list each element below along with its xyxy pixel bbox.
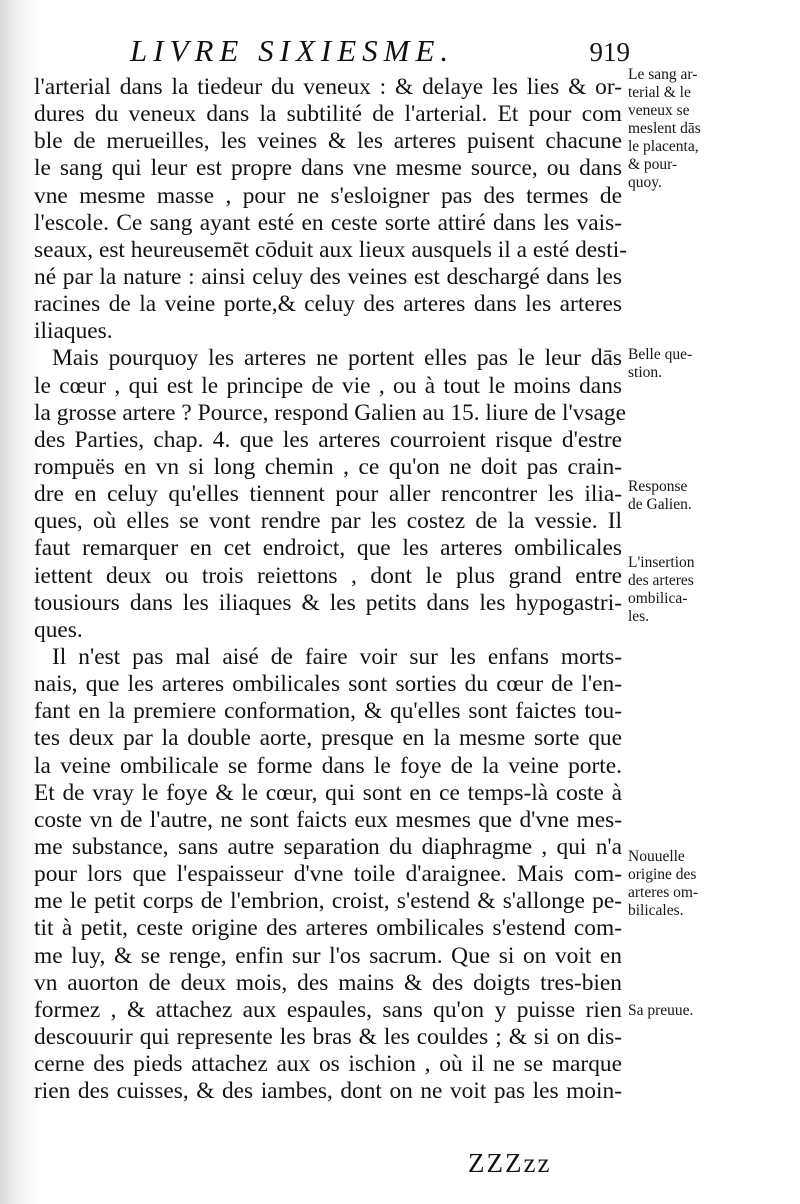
text-line: ques. [34,616,83,643]
margin-note-new-origin [628,848,800,920]
text-line: faut remarquer en cet endroict, que les arteres ombilicales [34,535,622,562]
text-line: Il n'est pas mal aisé de faire voir sur les enfans morts- [52,643,622,670]
text-line: me le petit corps de l'embrion, croist, s'estend & s'allonge pe- [34,888,622,915]
margin-note-line: Le sang ar- [628,66,698,83]
text-line: rien des cuisses, & des iambes, dont on ne voit pas les moin- [34,1078,622,1105]
text-line: iettent deux ou trois reiettons , dont le plus grand entre [34,562,622,589]
margin-note-line: Belle que- [628,346,693,363]
margin-note-line: bilicales. [628,902,684,919]
margin-note-line: L'insertion [628,554,695,571]
text-line: vn auorton de deux mois, des mains & des doigts tres-bien [34,969,622,996]
margin-note-line: les. [628,608,650,625]
text-line: ble de merueilles, les veines & les arteres puisent chacune [34,128,622,155]
margin-note-line: origine des [628,866,697,883]
text-line: vne mesme masse , pour ne s'esloigner pas des termes de [34,182,622,209]
margin-note-insertion [628,554,800,626]
text-line: le cœur , qui est le principe de vie , ou à tout le moins dans [34,372,622,399]
margin-note-galien [628,478,800,514]
margin-note-line: ombilica- [628,590,688,607]
text-line: tes deux par la double aorte, presque en la mesme sorte que [34,725,622,752]
margin-note-line: des arteres [628,572,694,589]
text-line: me substance, sans autre separation du diaphragme , qui n'a [34,833,622,860]
margin-note-line: quoy. [628,174,662,191]
margin-note-blood-mixing [628,66,800,192]
catchword-signature: ZZZzz [468,1148,552,1178]
text-line: le sang qui leur est propre dans vne mesme source, ou dans [34,155,622,182]
page-number: 919 [589,37,630,67]
body-text [34,74,628,1105]
text-line: descouurir qui represente les bras & les couldes ; & si on dis- [34,1023,622,1050]
margin-note-line: arteres om- [628,884,699,901]
margin-note-line: & pour- [628,156,678,173]
text-line: racines de la veine porte,& celuy des arteres dans les arteres [34,291,622,318]
margin-note-line: veneux se [628,102,690,119]
text-line: dures du veneux dans la subtilité de l'arterial. Et pour com [34,101,622,128]
text-line: seaux, est heureusemēt cōduit aux lieux ausquels il a esté desti- [34,236,628,263]
text-line: pour lors que l'espaisseur d'vne toile d'araignee. Mais com- [34,861,622,888]
margin-note-proof [628,1002,800,1020]
text-line: Et de vray le foye & le cœur, qui sont en ce temps-là coste à [34,779,622,806]
text-line: iliaques. [34,318,113,345]
margin-note-line: Nouuelle [628,848,685,865]
text-line: rompuës en vn si long chemin , ce qu'on ne doit pas crain- [34,453,622,480]
text-line: ques, où elles se vont rendre par les costez de la vessie. Il [34,508,622,535]
text-line: tousiours dans les iliaques & les petits dans les hypogastri- [34,589,622,616]
text-line: la grosse artere ? Pource, respond Galien au 15. liure de l'vsage [34,399,627,426]
margin-note-line: Sa preuue. [628,1002,694,1019]
running-head: LIVRE SIXIESME. [130,33,455,68]
text-line: formez , & attachez aux espaules, sans qu'on y puisse rien [34,996,622,1023]
text-line: tit à petit, ceste origine des arteres ombilicales s'estend com- [34,915,622,942]
text-line: la veine ombilicale se forme dans le foye de la veine porte. [34,752,622,779]
text-line: Mais pourquoy les arteres ne portent elles pas le leur dās [52,345,622,372]
margin-note-line: terial & le [628,84,691,101]
margin-note-line: de Galien. [628,496,692,513]
margin-note-question [628,346,800,382]
text-line: cerne des pieds attachez aux os ischion , où il ne se marque [34,1051,622,1078]
text-line: nais, que les arteres ombilicales sont sorties du cœur de l'en- [34,671,622,698]
page-header [130,34,630,70]
margin-note-line: stion. [628,364,663,381]
text-line: coste vn de l'autre, ne sont faicts eux mesmes que d'vne mes- [34,806,622,833]
margin-note-line: le placenta, [628,138,699,155]
text-line: me luy, & se renge, enfin sur l'os sacrum. Que si on voit en [34,942,622,969]
margin-note-line: meslent dās [628,120,701,137]
text-line: dre en celuy qu'elles tiennent pour aller rencontrer les ilia- [34,481,622,508]
text-line: fant en la premiere conformation, & qu'elles sont faictes tou- [34,698,622,725]
margin-note-line: Response [628,478,688,495]
text-line: des Parties, chap. 4. que les arteres courroient risque d'estre [34,426,622,453]
text-line: l'arterial dans la tiedeur du veneux : & delaye les lies & or- [34,74,622,100]
text-line: né par la nature : ainsi celuy des veines est deschargé dans les [34,263,622,290]
text-line: l'escole. Ce sang ayant esté en ceste sorte attiré dans les vais- [34,209,622,236]
